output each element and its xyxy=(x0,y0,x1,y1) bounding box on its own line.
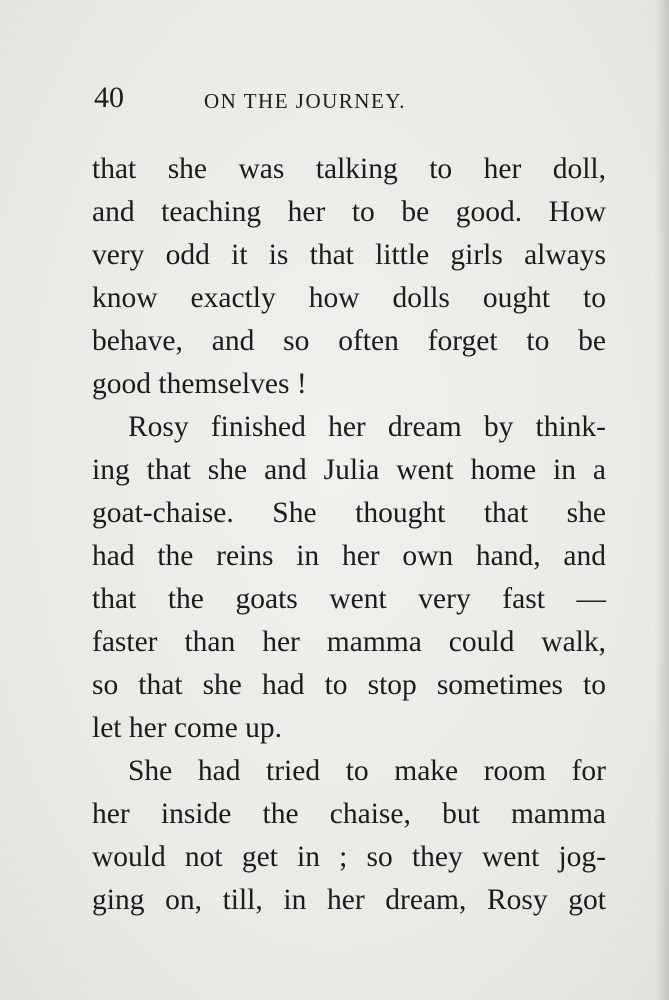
text-line: had the reins in her own hand, and xyxy=(92,540,606,572)
text-line: very odd it is that little girls always xyxy=(92,239,606,271)
text-line: ing that she and Julia went home in a xyxy=(92,454,606,486)
text-line: Rosy finished her dream by think- xyxy=(128,411,606,443)
page-number: 40 xyxy=(94,81,124,114)
text-line: so that she had to stop sometimes to xyxy=(92,669,606,701)
text-line: let her come up. xyxy=(92,712,283,744)
text-line: behave, and so often forget to be xyxy=(92,325,606,357)
body-text xyxy=(92,148,606,922)
text-line: that she was talking to her doll, xyxy=(92,153,606,185)
text-line: faster than her mamma could walk, xyxy=(92,626,606,658)
text-line: know exactly how dolls ought to xyxy=(92,282,606,314)
text-line: She had tried to make room for xyxy=(128,755,606,787)
running-head: ON THE JOURNEY. xyxy=(204,89,406,113)
page-edge-shadow xyxy=(655,0,669,1000)
text-line: goat-chaise. She thought that she xyxy=(92,497,606,529)
page-header xyxy=(94,80,614,120)
text-line: ging on, till, in her dream, Rosy got xyxy=(92,884,606,916)
text-line: that the goats went very fast — xyxy=(92,583,606,615)
text-line: her inside the chaise, but mamma xyxy=(92,798,606,830)
text-line: would not get in ; so they went jog- xyxy=(92,841,606,873)
text-line: good themselves ! xyxy=(92,368,307,400)
text-line: and teaching her to be good. How xyxy=(92,196,606,228)
